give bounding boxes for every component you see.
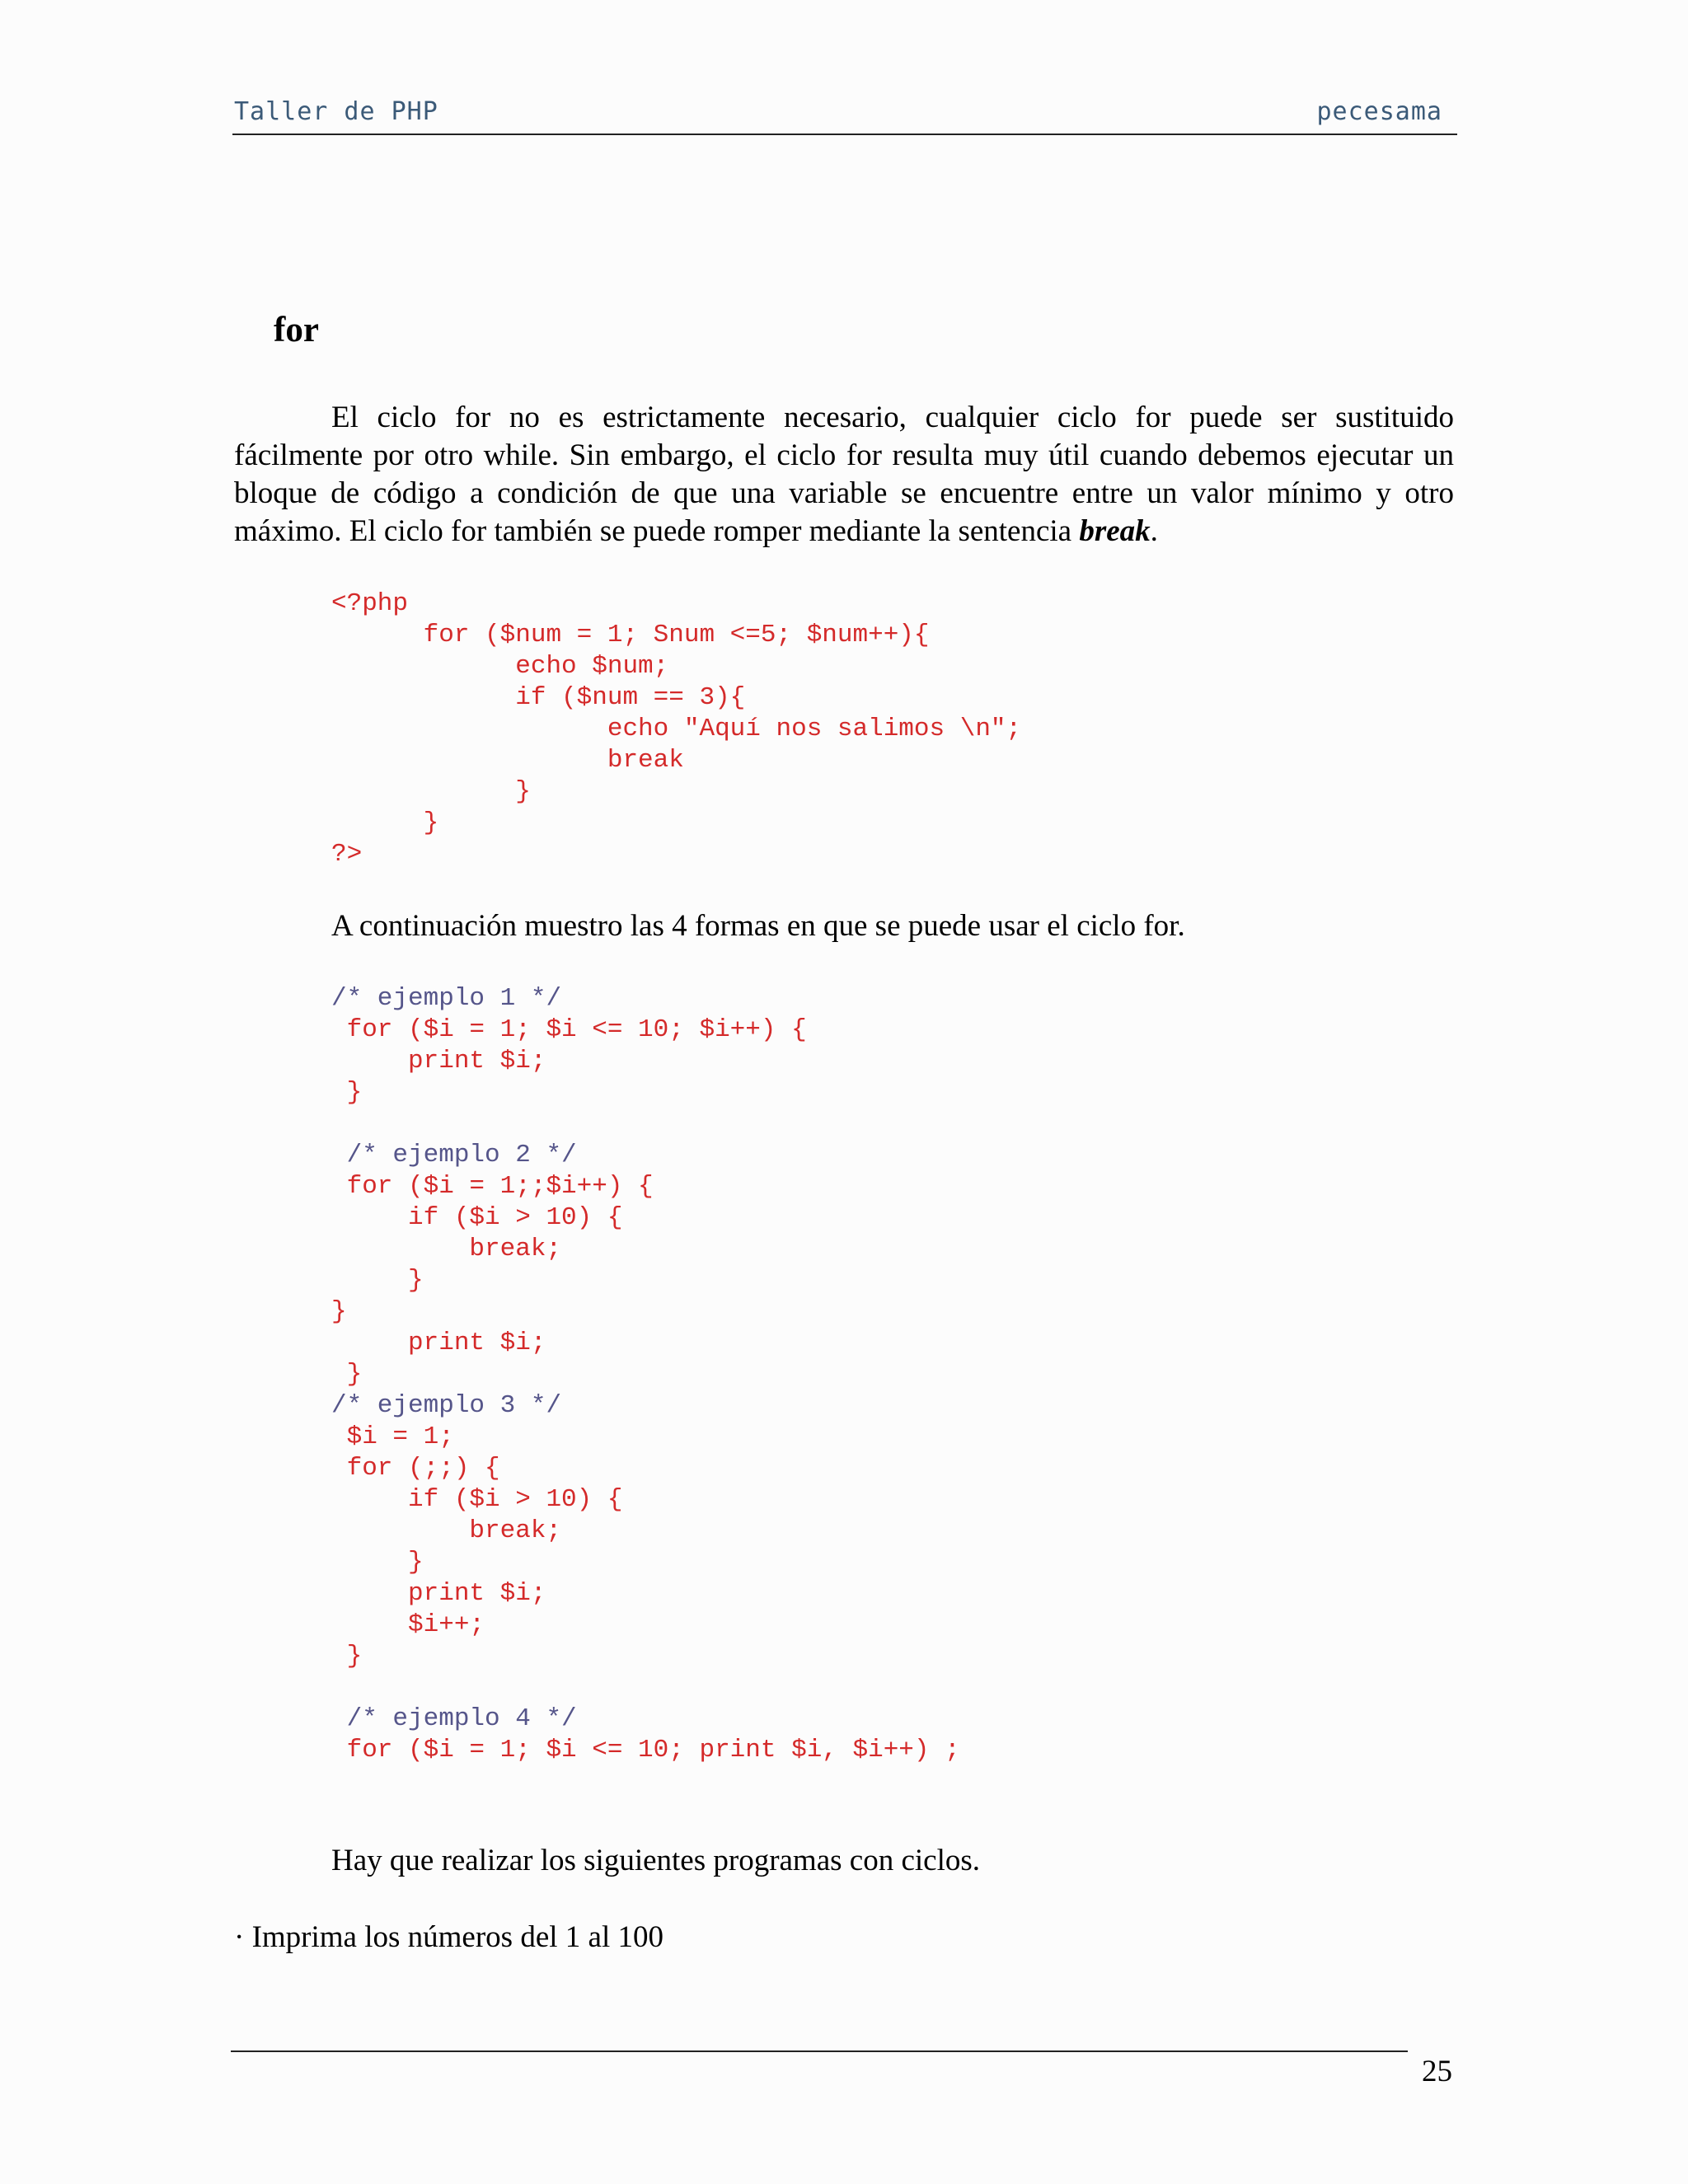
code-block-example: <?php for ($num = 1; Snum <=5; $num++){ echo $num; if ($num == 3){ echo "Aquí nos salimos \n"; break } } ?>	[331, 589, 1022, 869]
footer-divider	[231, 2050, 1408, 2052]
intro-keyword: break	[1079, 514, 1151, 548]
continuation-paragraph: A continuación muestro las 4 formas en que se puede usar el ciclo for.	[331, 909, 1185, 943]
code-block-examples	[331, 983, 960, 1766]
code-comment-2: /* ejemplo 2 */	[346, 1141, 577, 1169]
section-heading: for	[274, 311, 319, 349]
header-title: Taller de PHP	[234, 97, 438, 126]
code-block-4: for ($i = 1; $i <= 10; print $i, $i++) ;	[346, 1736, 960, 1765]
intro-text: El ciclo for no es estrictamente necesario, cualquier ciclo for puede ser sustituido fácilmente por otro while. Sin embargo, el ciclo for resulta muy útil cuando debemos ejecutar un bloque de código a condición de que una variable se encuentre entre un valor mínimo y otro máximo. El ciclo for también se puede romper mediante la sentencia	[234, 401, 1454, 548]
intro-paragraph	[234, 399, 1454, 551]
code-comment-1: /* ejemplo 1 */	[331, 984, 562, 1013]
code-comment-3: /* ejemplo 3 */	[331, 1391, 562, 1420]
page-header	[232, 97, 1457, 135]
task-paragraph: Hay que realizar los siguientes programas con ciclos.	[331, 1844, 981, 1877]
code-block-3: $i = 1; for (;;) { if ($i > 10) { break; } print $i; $i++; }	[346, 1422, 623, 1671]
task-bullet-item: · Imprima los números del 1 al 100	[234, 1920, 663, 1954]
code-block-1: for ($i = 1; $i <= 10; $i++) { print $i; }	[346, 1015, 807, 1107]
page-number: 25	[1422, 2055, 1452, 2088]
header-author: pecesama	[1316, 97, 1442, 126]
code-comment-4: /* ejemplo 4 */	[346, 1704, 577, 1733]
intro-end: .	[1150, 514, 1158, 548]
code-block-2: for ($i = 1;;$i++) { if ($i > 10) { break; } } print $i; }	[331, 1172, 654, 1389]
